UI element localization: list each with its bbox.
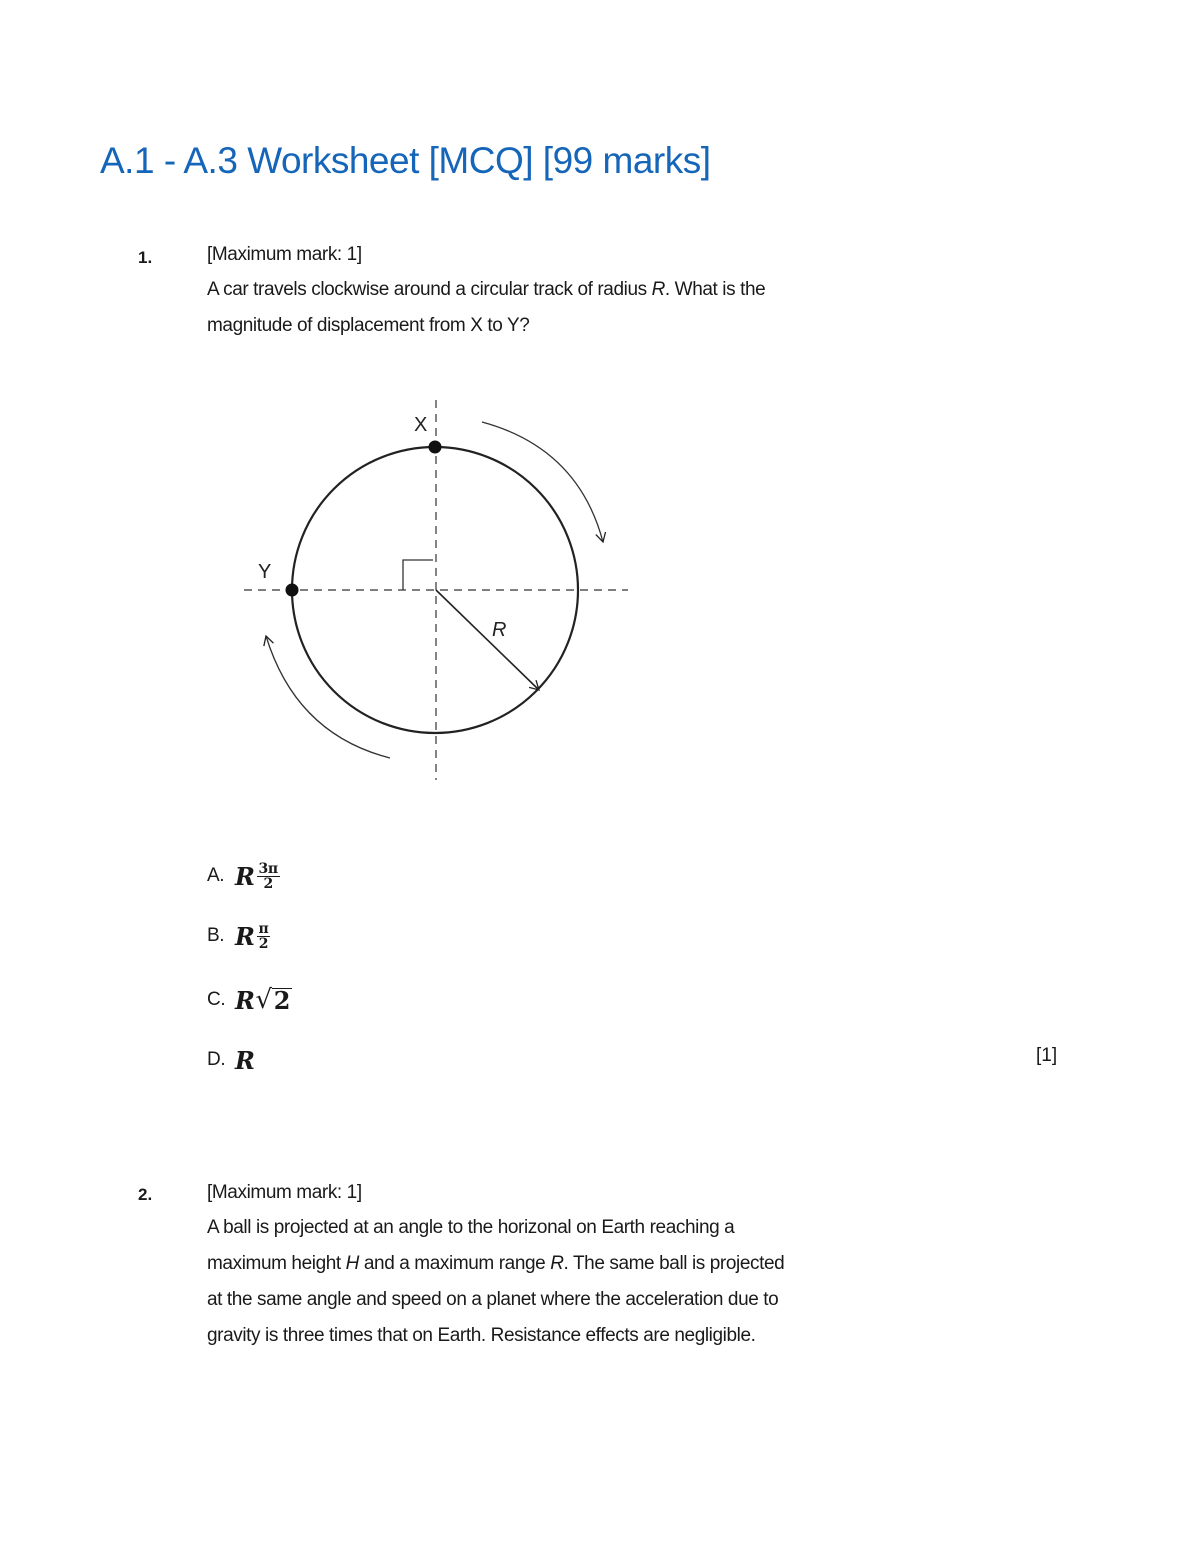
- clockwise-arrow-top-icon: [482, 422, 603, 542]
- fraction-denominator: 2: [263, 875, 273, 892]
- option-d-expression: [235, 1046, 255, 1075]
- option-letter: A.: [207, 865, 225, 886]
- math-base: R: [235, 985, 255, 1015]
- question-text: maximum height: [207, 1253, 346, 1274]
- label-y: Y: [258, 561, 272, 583]
- question-2-body: [207, 1176, 927, 1354]
- fraction-numerator: π: [258, 920, 269, 937]
- label-x: X: [414, 414, 428, 436]
- question-text: at the same angle and speed on a planet where the acceleration due to: [207, 1289, 779, 1310]
- question-text-line: [207, 272, 927, 308]
- option-c: [207, 980, 292, 1020]
- question-text: A car travels clockwise around a circular track of radius: [207, 279, 652, 300]
- variable: R: [651, 279, 665, 300]
- fraction: [257, 922, 271, 951]
- question-text: A ball is projected at an angle to the horizonal on Earth reaching a: [207, 1217, 735, 1238]
- option-b-expression: [235, 922, 270, 951]
- question-1-body: [207, 238, 927, 344]
- option-c-expression: [235, 985, 292, 1015]
- fraction-denominator: 2: [258, 935, 269, 952]
- math-base: R: [235, 1045, 255, 1075]
- option-letter: D.: [207, 1049, 226, 1070]
- question-text: and a maximum range: [359, 1253, 551, 1274]
- radical-sign: √: [255, 985, 272, 1015]
- point-x: [429, 441, 442, 454]
- question-text: . The same ball is projected: [563, 1253, 785, 1274]
- option-d: [207, 1040, 255, 1080]
- option-a: [207, 856, 280, 896]
- math-base: R: [235, 861, 255, 891]
- radius-arrow: [436, 590, 539, 690]
- question-text: . What is the: [664, 279, 766, 300]
- math-base: R: [235, 921, 255, 951]
- fraction: [257, 862, 280, 891]
- max-mark: [Maximum mark: 1]: [207, 1182, 362, 1203]
- question-text-line: [207, 1246, 927, 1282]
- option-letter: C.: [207, 989, 226, 1010]
- question-text: gravity is three times that on Earth. Resistance effects are negligible.: [207, 1325, 756, 1346]
- option-letter: B.: [207, 925, 225, 946]
- point-y: [286, 584, 299, 597]
- fraction-numerator: 3π: [258, 860, 278, 877]
- variable: H: [345, 1253, 359, 1274]
- page-title: A.1 - A.3 Worksheet [MCQ] [99 marks]: [100, 140, 711, 181]
- square-root: [256, 985, 292, 1015]
- question-text: magnitude of displacement from X to Y?: [207, 315, 530, 336]
- option-a-expression: [235, 862, 280, 891]
- option-b: [207, 916, 270, 956]
- circular-track-diagram: [236, 400, 636, 785]
- right-angle-marker: [403, 560, 433, 590]
- question-number: 2.: [138, 1185, 153, 1204]
- clockwise-arrow-bottom-icon: [266, 636, 390, 758]
- max-mark: [Maximum mark: 1]: [207, 244, 362, 265]
- radicand: 2: [273, 985, 291, 1015]
- variable: R: [550, 1253, 564, 1274]
- question-marks: [1]: [1036, 1045, 1058, 1066]
- question-number: 1.: [138, 248, 153, 267]
- label-r: R: [492, 619, 507, 641]
